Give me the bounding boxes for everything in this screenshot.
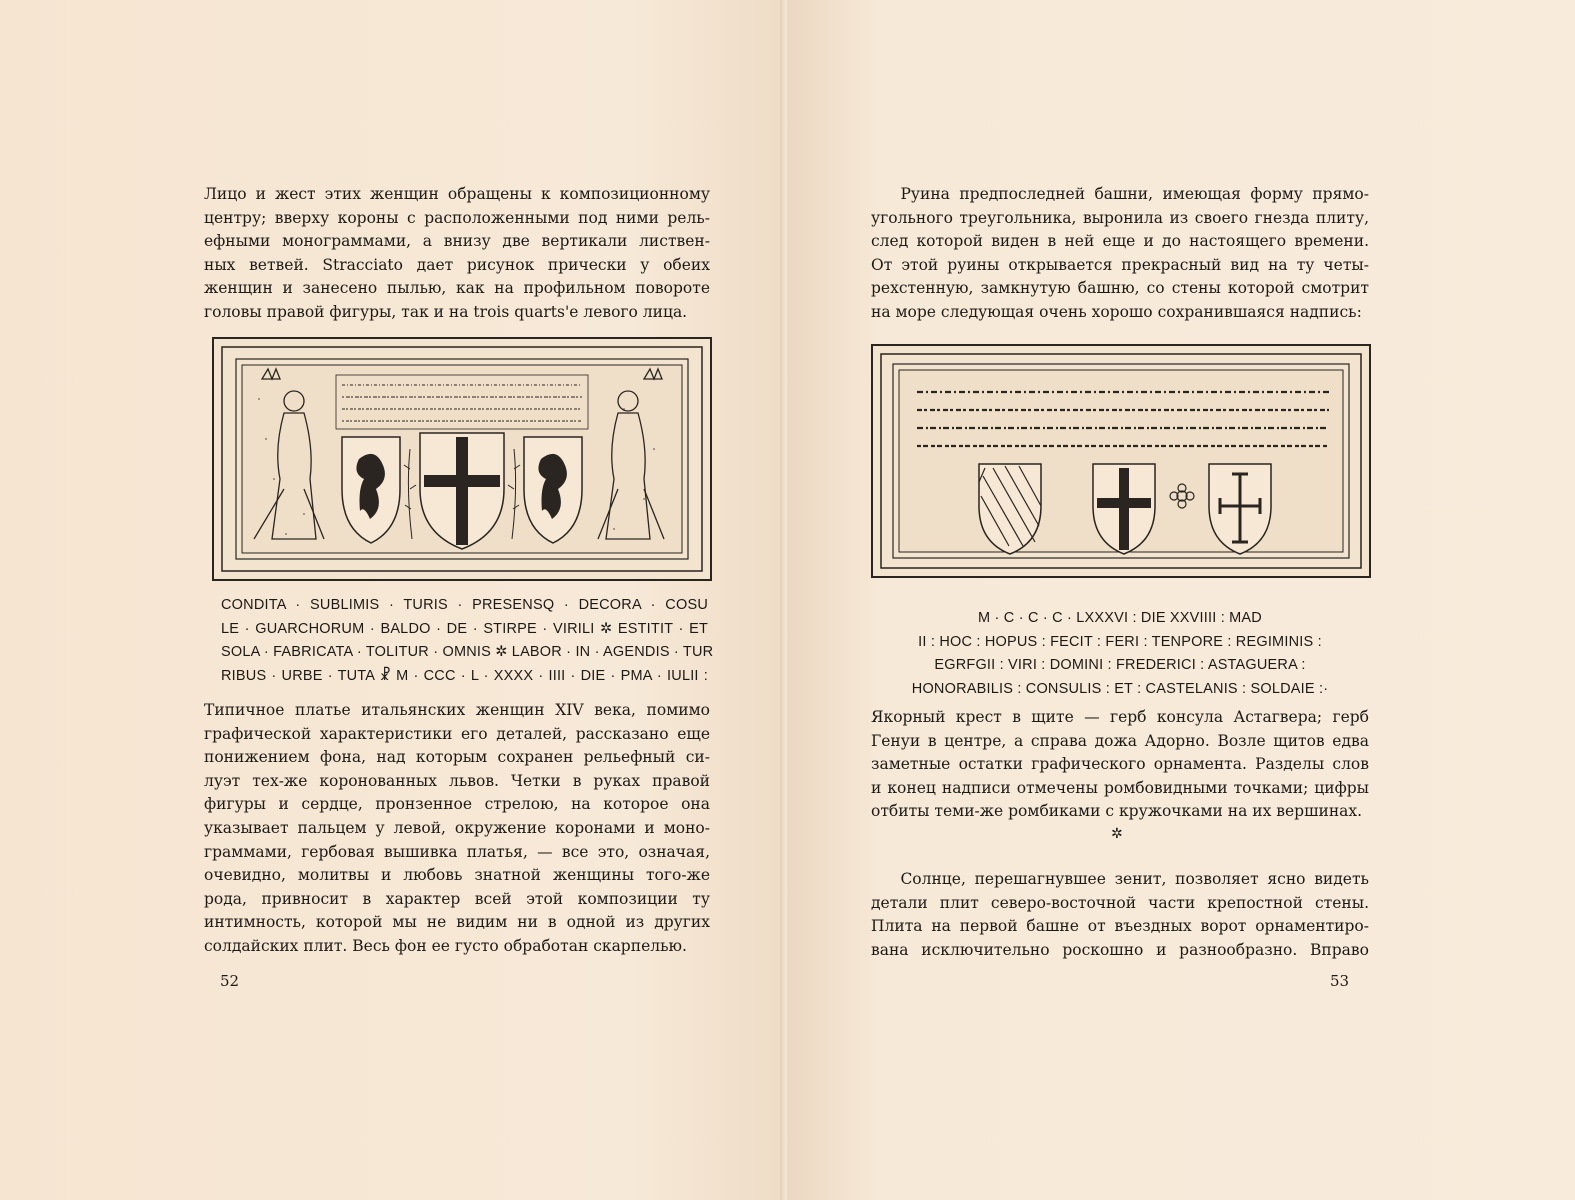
text-line: От этой руины открывается прекрасный вид на ту четы- [871,255,1369,274]
carved-slab-drawing [873,346,1369,576]
text-line: и конец надписи отмечены ромбовидными точками; цифры [871,778,1369,797]
page-number-right: 53 [1330,972,1350,990]
section-ornament: ✲ [1111,826,1123,842]
text-line: солдайских плит. Весь фон ее густо обработан скарпелью. [204,936,687,955]
text-line: Типичное платье итальянских женщин XIV века, помимо [204,701,710,719]
text-line: головы правой фигуры, так и на trois quarts'е левого лица. [204,302,688,321]
right-plate-illustration [871,344,1371,578]
text-line: угольного треугольника, выронила из своего гнезда плиту, [871,208,1369,227]
text-line: Плита на первой башне от въездных ворот орнаментиро- [871,917,1369,936]
inscription-line: M · C · C · C · LXXXVI : DIE XXVIIII : MAD [978,610,1262,626]
right-latin-inscription [885,607,1355,702]
text-line: вана исключительно роскошно и разнообразно. Вправо [871,940,1369,959]
left-page [0,0,786,1200]
text-line: рехстенную, замкнутую башню, со стены которой смотрит [871,279,1369,298]
text-line: граммами, гербовая вышивка платья, — все это, означая, [204,842,710,861]
text-line: луэт тех-же коронованных львов. Четки в руках правой [204,771,710,790]
right-paragraph-2 [871,706,1369,824]
text-line: Руина предпоследней башни, имеющая форму прямо- [900,185,1369,203]
text-line: фигуры и сердце, пронзенное стрелою, на которое она [204,795,710,814]
text-line: понижением фона, над которым сохранен рельефный си- [204,748,710,767]
left-latin-inscription [221,594,714,689]
text-line: графической характеристики его деталей, рассказано еще [204,724,710,743]
inscription-line: II : HOC : HOPUS : FECIT : FERI : TENPORE : REGIMINIS : [918,633,1322,650]
text-line: центру; вверху короны с расположенными под ними рель- [204,208,710,227]
text-line: Генуи в центре, а справа дожа Адорно. Возле щитов едва [871,731,1369,750]
text-line: ефными монограммами, а внизу две вертикали листвен- [204,232,710,251]
carved-slab-drawing [214,339,710,579]
right-page [789,0,1575,1200]
text-line: Лицо и жест этих женщин обращены к композиционному [204,185,710,203]
right-paragraph-1 [871,183,1369,325]
text-line: детали плит северо-восточной части крепостной стены. [871,893,1369,912]
text-line: ных ветвей. Stracciato дает рисунок прически у обеих [204,255,710,274]
inscription-line: HONORABILIS : CONSULIS : ET : CASTELANIS : SOLDAIE :· [911,681,1329,698]
text-line: женщин и занесено пылью, как на профильном повороте [204,279,710,298]
text-line: Солнце, перешагнувшее зенит, позволяет ясно видеть [900,870,1369,888]
left-paragraph-1 [204,183,710,325]
text-line: отбиты теми-же ромбиками с кружочками на их вершинах. [871,802,1363,821]
inscription-line: CONDITA · SUBLIMIS · TURIS · PRESENSQ · DECORA · COSU [221,597,708,613]
text-line: след которой виден в ней еще и до настоящего времени. [871,232,1369,251]
page-number-left: 52 [220,972,240,990]
text-line: очевидно, молитвы и любовь знатной женщины того-же [204,866,710,885]
inscription-line: LE · GUARCHORUM · BALDO · DE · STIRPE · VIRILI ✲ ESTITIT · ET [221,620,708,637]
left-paragraph-2 [204,699,710,959]
text-line: заметные остатки графического орнамента. Разделы слов [871,755,1369,774]
text-line: указывает пальцем у левой, окружение коронами и моно- [204,818,710,837]
left-plate-illustration [212,337,712,581]
text-line: интимность, которой мы не видим ни в одной из других [204,913,710,932]
inscription-line: EGRFGII : VIRI : DOMINI : FREDERICI : ASTAGUERA : [934,657,1306,674]
text-line: на море следующая очень хорошо сохранившаяся надпись: [871,302,1362,321]
text-line: Якорный крест в щите — герб консула Астагвера; герб [871,708,1369,726]
right-paragraph-3 [871,868,1369,962]
inscription-line: SOLA · FABRICATA · TOLITUR · OMNIS ✲ LABOR · IN · AGENDIS · TUR [221,644,714,661]
text-line: рода, привносит в характер всей этой композиции ту [204,889,710,908]
inscription-line: RIBUS · URBE · TUTA ☧ M · CCC · L · XXXX · IIII · DIE · PMA · IULII : [221,668,708,685]
